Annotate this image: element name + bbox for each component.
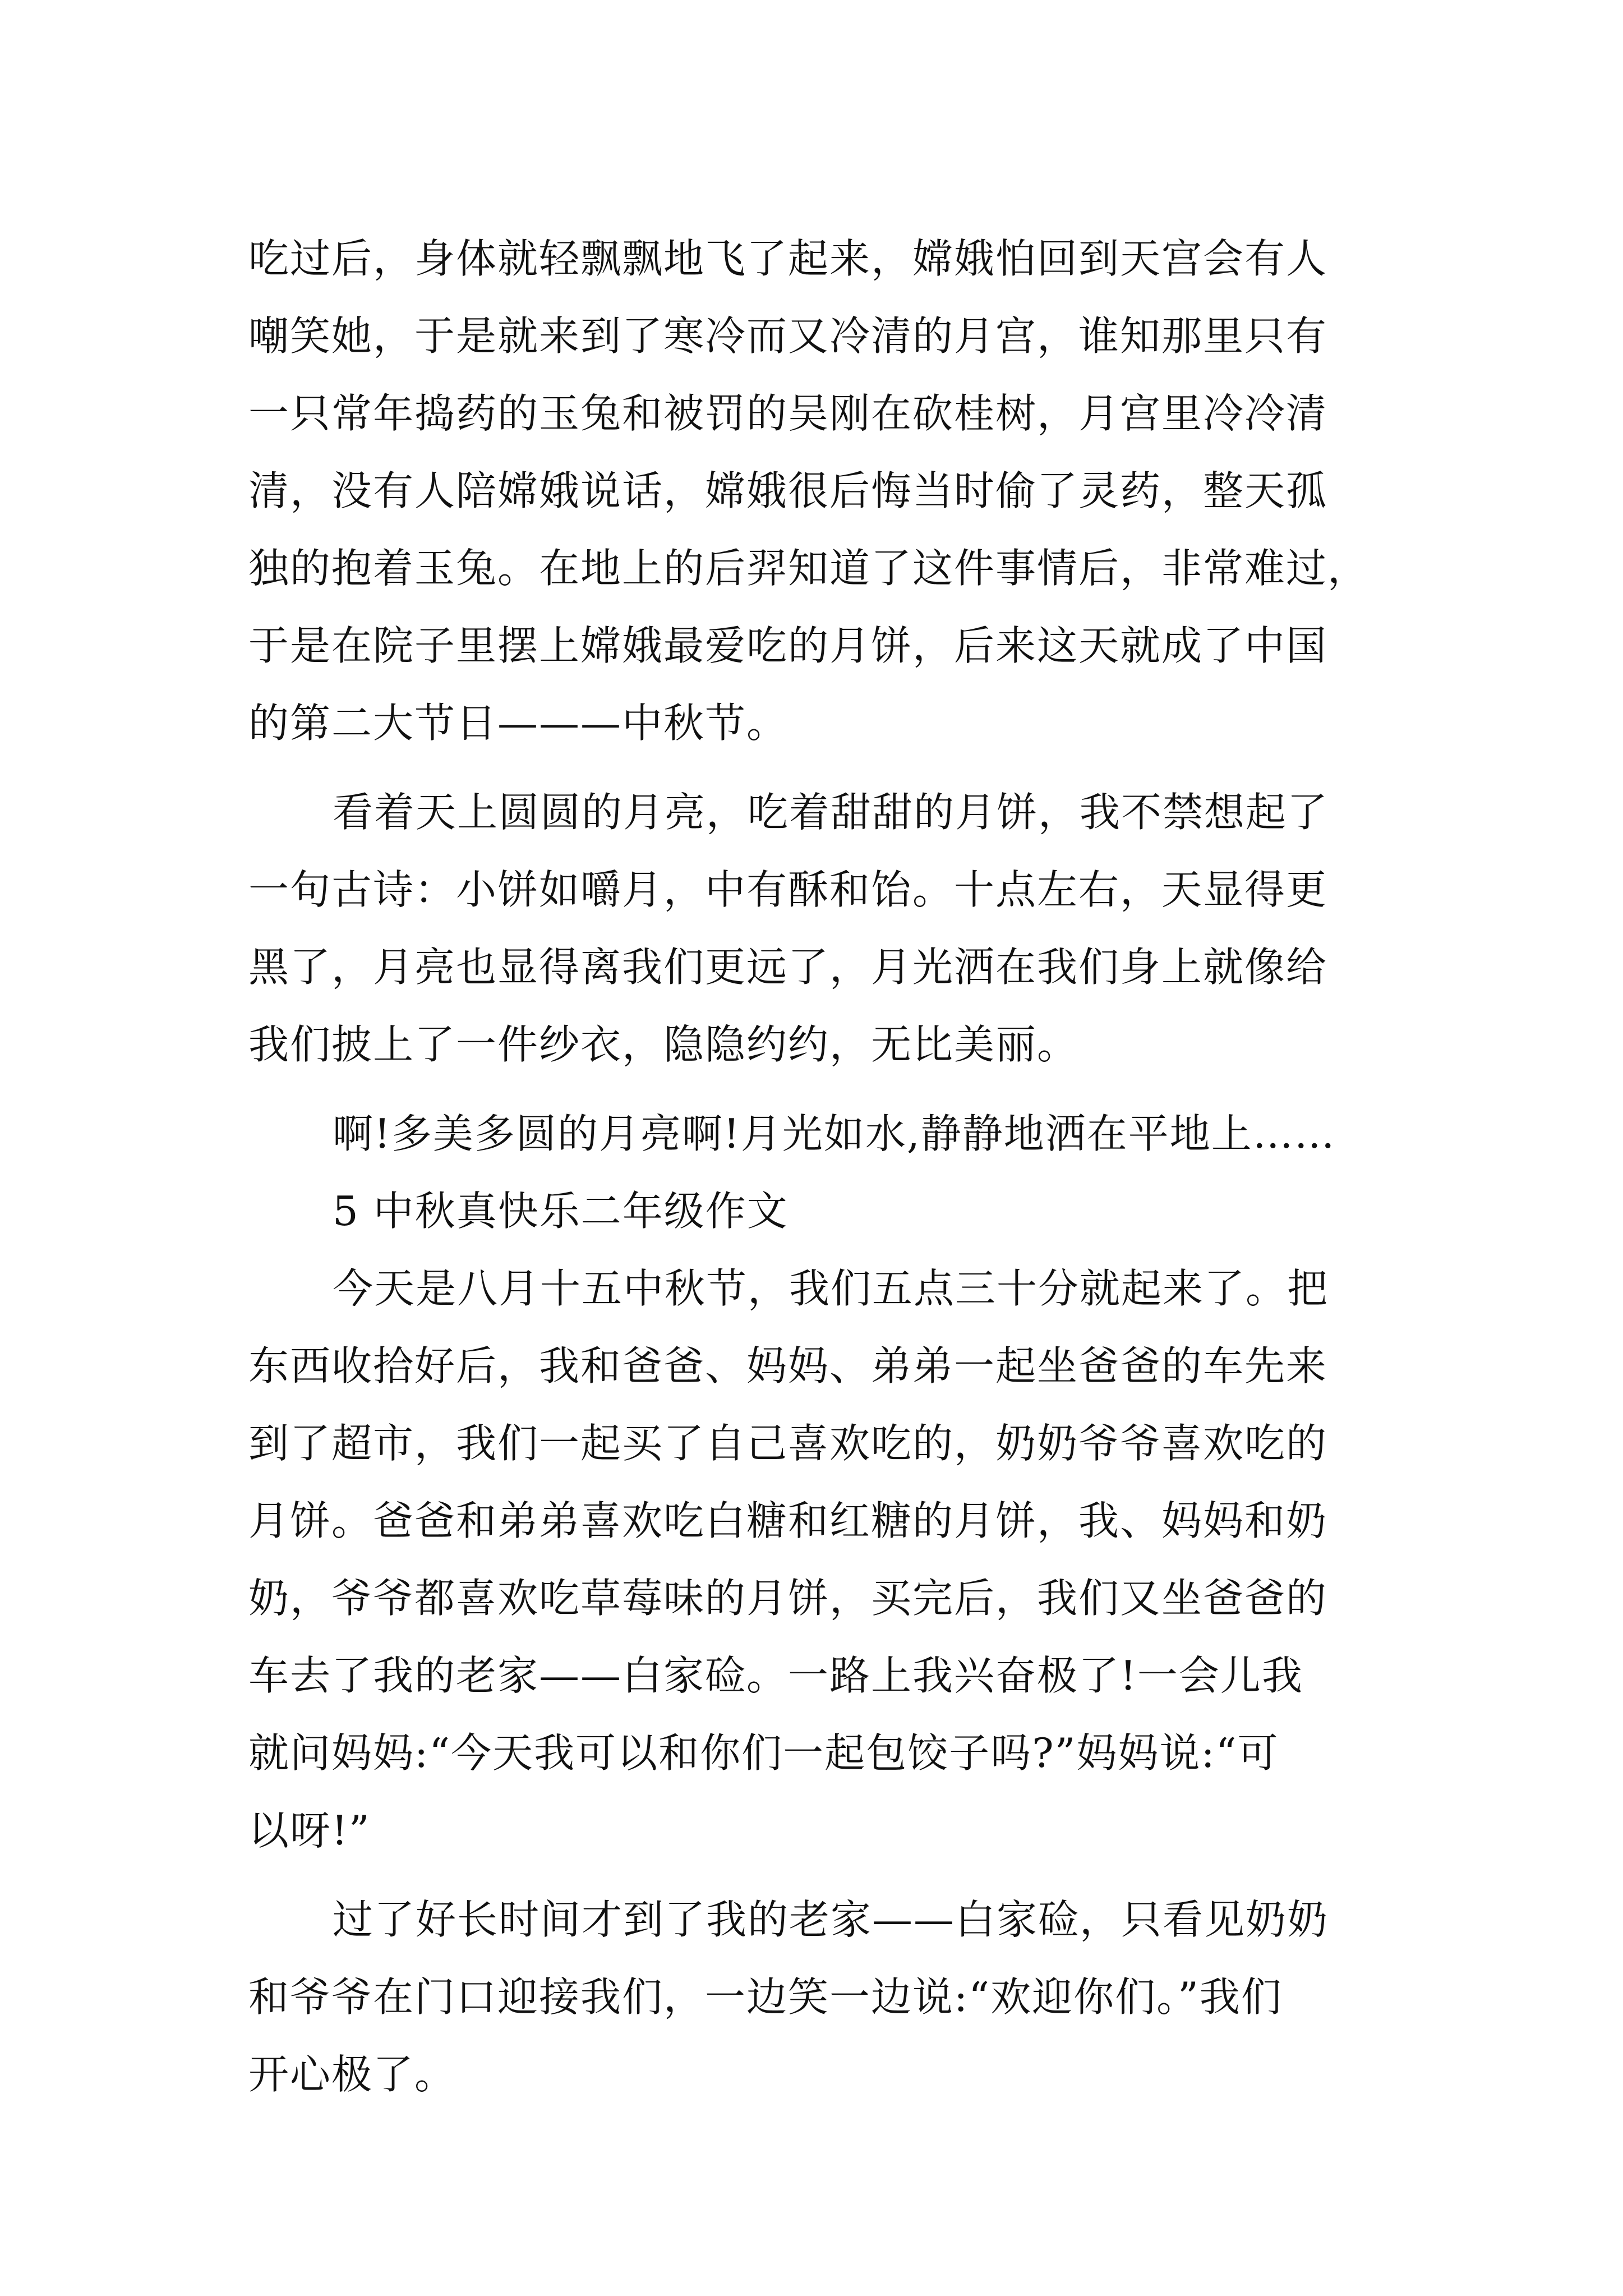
- heading-text: 5 中秋真快乐二年级作文: [333, 1188, 789, 1235]
- text-line: 黑了，月亮也显得离我们更远了，月光洒在我们身上就像给: [248, 944, 1328, 991]
- text-line: 车去了我的老家——白家硷。一路上我兴奋极了!一会儿我: [248, 1652, 1303, 1699]
- text-line: 就问妈妈:“今天我可以和你们一起包饺子吗?”妈妈说:“可: [248, 1729, 1279, 1777]
- document-body: [248, 220, 1387, 2113]
- text-line: 嘲笑她，于是就来到了寒冷而又冷清的月宫，谁知那里只有: [248, 312, 1328, 360]
- paragraph-4: [248, 1250, 1387, 1869]
- text-line: 吃过后，身体就轻飘飘地飞了起来，嫦娥怕回到天宫会有人: [248, 235, 1328, 282]
- paragraph-1: [248, 220, 1387, 762]
- text-line: 我们披上了一件纱衣，隐隐约约，无比美丽。: [248, 1021, 1079, 1068]
- text-line: 一只常年捣药的玉兔和被罚的吴刚在砍桂树，月宫里冷冷清: [248, 390, 1328, 437]
- paragraph-gap: [248, 762, 1387, 774]
- paragraph-3: [248, 1095, 1387, 1172]
- text-line: 一句古诗：小饼如嚼月，中有酥和饴。十点左右，天显得更: [248, 866, 1328, 913]
- text-line: 今天是八月十五中秋节，我们五点三十分就起来了。把: [333, 1265, 1329, 1312]
- text-line: 的第二大节日———中秋节。: [248, 700, 789, 747]
- text-line: 以呀!”: [248, 1807, 371, 1854]
- text-line: 开心极了。: [248, 2051, 457, 2098]
- text-line: 啊!多美多圆的月亮啊!月光如水,静静地洒在平地上……: [333, 1110, 1336, 1157]
- text-line: 和爷爷在门口迎接我们，一边笑一边说:“欢迎你们。”我们: [248, 1973, 1283, 2021]
- text-line: 奶，爷爷都喜欢吃草莓味的月饼，买完后，我们又坐爸爸的: [248, 1575, 1328, 1622]
- text-line: 看着天上圆圆的月亮，吃着甜甜的月饼，我不禁想起了: [333, 789, 1329, 836]
- text-line: 于是在院子里摆上嫦娥最爱吃的月饼，后来这天就成了中国: [248, 622, 1328, 669]
- paragraph-2: [248, 774, 1387, 1083]
- paragraph-gap: [248, 1869, 1387, 1881]
- section-heading: [248, 1172, 1387, 1250]
- text-line: 过了好长时间才到了我的老家——白家硷，只看见奶奶: [333, 1896, 1329, 1943]
- text-line: 东西收拾好后，我和爸爸、妈妈、弟弟一起坐爸爸的车先来: [248, 1342, 1328, 1389]
- text-line: 到了超市，我们一起买了自己喜欢吃的，奶奶爷爷喜欢吃的: [248, 1420, 1328, 1467]
- paragraph-5: [248, 1881, 1387, 2113]
- text-line: 月饼。爸爸和弟弟喜欢吃白糖和红糖的月饼，我、妈妈和奶: [248, 1497, 1328, 1544]
- paragraph-gap: [248, 1083, 1387, 1095]
- text-line: 独的抱着玉兔。在地上的后羿知道了这件事情后，非常难过，: [248, 545, 1370, 592]
- text-line: 清，没有人陪嫦娥说话，嫦娥很后悔当时偷了灵药，整天孤: [248, 467, 1328, 514]
